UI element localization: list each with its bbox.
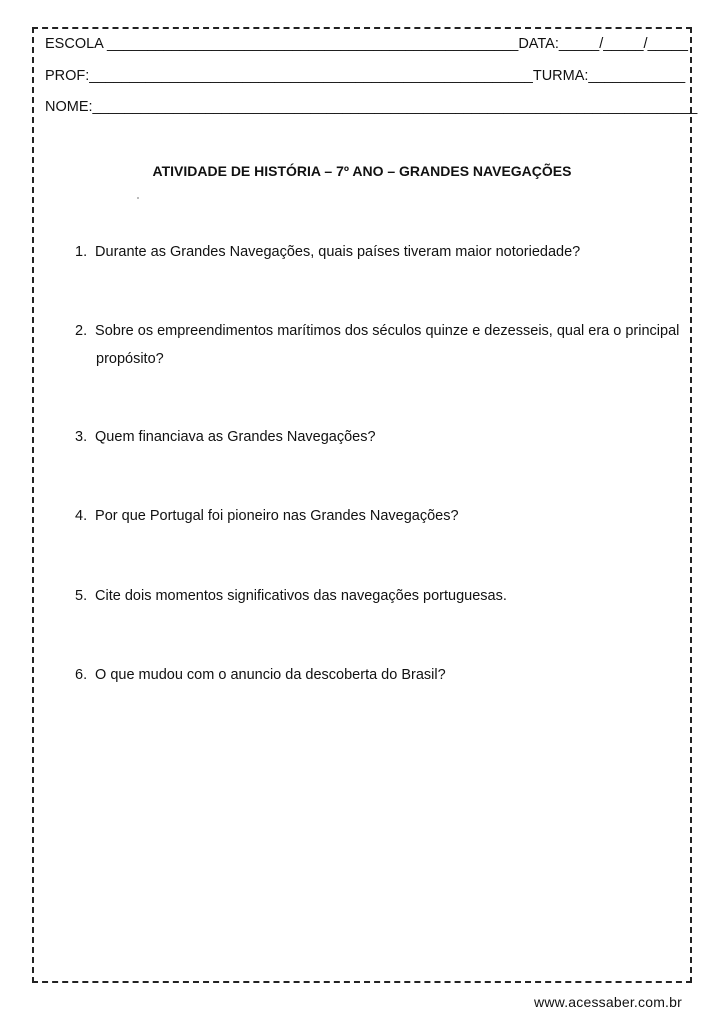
header-prof-line: PROF:_______________________________________________________TURMA:____________ [45,68,686,84]
question-number: 1. [75,244,88,260]
question-number: 6. [75,667,88,683]
question-text: Cite dois momentos significativos das navegações portuguesas. [95,588,507,604]
header-nome-line: NOME:___________________________________________________________________________ [45,99,698,115]
question-2 [75,317,685,373]
worksheet-title: ATIVIDADE DE HISTÓRIA – 7º ANO – GRANDES NAVEGAÇÕES [152,163,572,179]
question-3 [75,423,685,451]
question-text: Durante as Grandes Navegações, quais países tiveram maior notoriedade? [95,244,581,260]
footer-website: www.acessaber.com.br [534,994,682,1010]
question-text: O que mudou com o anuncio da descoberta do Brasil? [95,667,446,683]
header-escola-line: ESCOLA ___________________________________________________DATA:_____/_____/_____ [45,36,688,52]
question-text: Quem financiava as Grandes Navegações? [95,429,376,445]
question-6 [75,661,685,689]
question-number: 5. [75,588,88,604]
question-number: 3. [75,429,88,445]
stray-mark [137,197,139,199]
question-1 [75,238,685,266]
question-text-continuation: propósito? [96,351,164,367]
question-text: Sobre os empreendimentos marítimos dos séculos quinze e dezesseis, qual era o principal [95,323,680,339]
question-text: Por que Portugal foi pioneiro nas Grandes Navegações? [95,508,459,524]
question-4 [75,502,685,530]
question-number: 4. [75,508,88,524]
question-5 [75,582,685,610]
question-number: 2. [75,323,88,339]
